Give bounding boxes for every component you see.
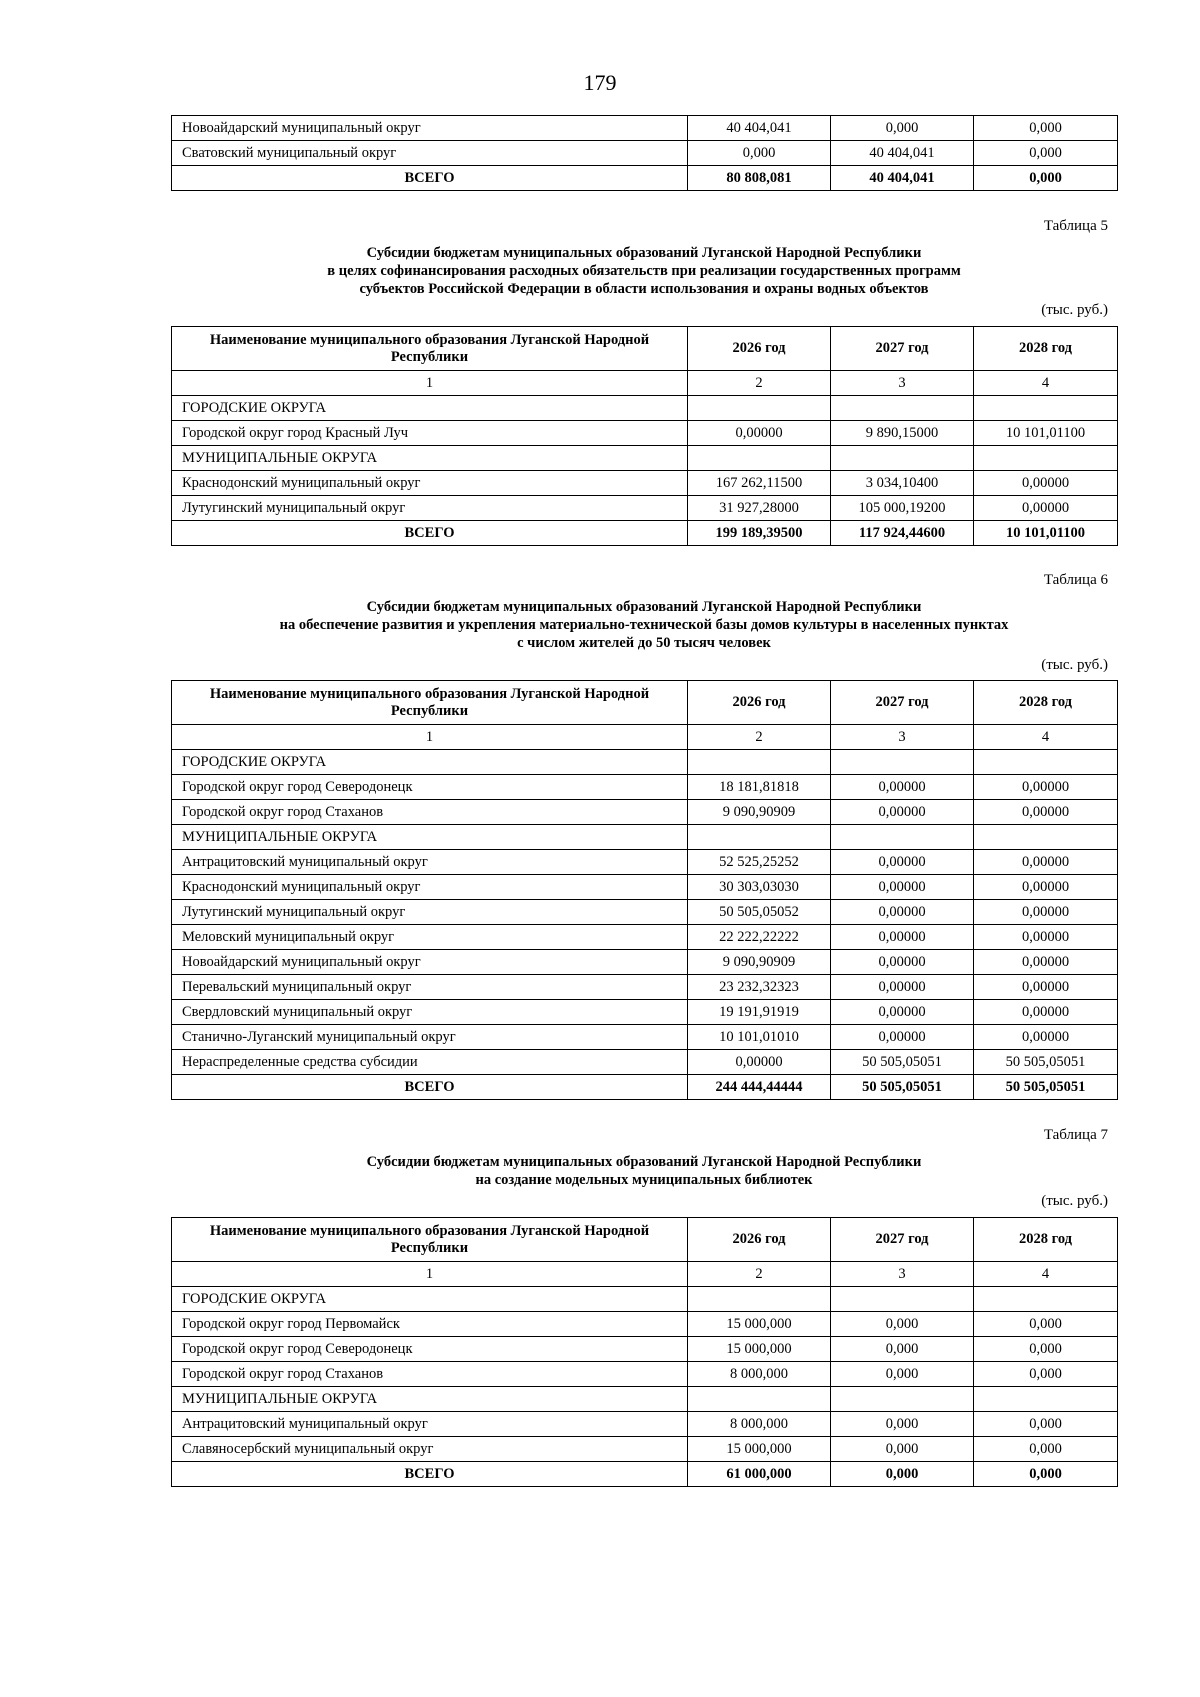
row-value-cell: 0,000 <box>831 116 974 141</box>
row-name-cell: Антрацитовский муниципальный округ <box>172 850 688 875</box>
total-value-cell: 40 404,041 <box>831 166 974 191</box>
row-value-cell: 0,00000 <box>974 800 1118 825</box>
row-value-cell: 0,00000 <box>831 875 974 900</box>
row-value-cell: 0,000 <box>974 1362 1118 1387</box>
row-name-cell: Городской округ город Красный Луч <box>172 421 688 446</box>
row-value-cell: 0,00000 <box>831 850 974 875</box>
total-value-cell: 61 000,000 <box>688 1462 831 1487</box>
page-number: 179 <box>583 70 617 95</box>
total-label-cell: ВСЕГО <box>172 166 688 191</box>
row-name-cell: Станично-Луганский муниципальный округ <box>172 1025 688 1050</box>
table-7-units: (тыс. руб.) <box>1041 1193 1108 1209</box>
header-row <box>172 327 1118 371</box>
table-row <box>172 421 1118 446</box>
row-name-cell: ГОРОДСКИЕ ОКРУГА <box>172 1287 688 1312</box>
row-name-cell: МУНИЦИПАЛЬНЫЕ ОКРУГА <box>172 1387 688 1412</box>
table-row <box>172 1025 1118 1050</box>
row-value-cell <box>831 446 974 471</box>
row-value-cell <box>831 825 974 850</box>
column-index-cell: 4 <box>974 1262 1118 1287</box>
row-value-cell: 18 181,81818 <box>688 775 831 800</box>
row-value-cell: 50 505,05051 <box>831 1050 974 1075</box>
row-value-cell <box>831 1287 974 1312</box>
row-value-cell: 0,000 <box>688 141 831 166</box>
row-name-cell: Городской округ город Северодонецк <box>172 1337 688 1362</box>
row-value-cell: 0,000 <box>831 1437 974 1462</box>
column-index-cell: 2 <box>688 725 831 750</box>
row-value-cell: 0,00000 <box>974 1025 1118 1050</box>
total-value-cell: 50 505,05051 <box>831 1075 974 1100</box>
row-name-cell: Меловский муниципальный округ <box>172 925 688 950</box>
row-value-cell: 9 890,15000 <box>831 421 974 446</box>
table-row <box>172 950 1118 975</box>
row-name-cell: Лутугинский муниципальный округ <box>172 496 688 521</box>
row-value-cell <box>688 1387 831 1412</box>
table-row <box>172 446 1118 471</box>
table-row <box>172 1387 1118 1412</box>
table-row <box>172 1050 1118 1075</box>
row-value-cell <box>688 396 831 421</box>
table-6-body <box>172 681 1118 1100</box>
table-row <box>172 1362 1118 1387</box>
row-value-cell: 0,000 <box>974 1437 1118 1462</box>
row-name-cell: Новоайдарский муниципальный округ <box>172 116 688 141</box>
row-value-cell: 10 101,01100 <box>974 421 1118 446</box>
table-row <box>172 850 1118 875</box>
total-value-cell: 199 189,39500 <box>688 521 831 546</box>
column-index-row <box>172 1262 1118 1287</box>
table-row <box>172 900 1118 925</box>
row-value-cell: 0,00000 <box>831 775 974 800</box>
row-value-cell: 8 000,000 <box>688 1362 831 1387</box>
header-year-cell: 2026 год <box>688 327 831 371</box>
row-value-cell: 0,00000 <box>974 900 1118 925</box>
row-value-cell: 0,00000 <box>688 1050 831 1075</box>
row-value-cell: 0,000 <box>974 1337 1118 1362</box>
header-year-cell: 2028 год <box>974 681 1118 725</box>
row-value-cell <box>831 750 974 775</box>
total-value-cell: 0,000 <box>831 1462 974 1487</box>
row-value-cell: 0,00000 <box>831 950 974 975</box>
header-year-cell: 2027 год <box>831 681 974 725</box>
column-index-row <box>172 371 1118 396</box>
total-value-cell: 0,000 <box>974 1462 1118 1487</box>
table-6-units: (тыс. руб.) <box>1041 657 1108 673</box>
caption-line: с числом жителей до 50 тысяч человек <box>517 635 771 651</box>
column-index-cell: 1 <box>172 1262 688 1287</box>
table-7 <box>171 1217 1118 1487</box>
row-value-cell: 0,000 <box>974 116 1118 141</box>
table-7-body <box>172 1218 1118 1487</box>
header-year-cell: 2027 год <box>831 1218 974 1262</box>
row-value-cell: 0,00000 <box>831 975 974 1000</box>
column-index-cell: 1 <box>172 371 688 396</box>
row-value-cell: 15 000,000 <box>688 1437 831 1462</box>
row-value-cell: 0,00000 <box>831 1025 974 1050</box>
total-value-cell: 0,000 <box>974 166 1118 191</box>
total-label-cell: ВСЕГО <box>172 1075 688 1100</box>
table-6-label: Таблица 6 <box>1043 572 1108 588</box>
row-name-cell: Антрацитовский муниципальный округ <box>172 1412 688 1437</box>
table-row <box>172 1337 1118 1362</box>
column-index-cell: 4 <box>974 371 1118 396</box>
table-row <box>172 1000 1118 1025</box>
table-6 <box>171 680 1118 1100</box>
total-row <box>172 1075 1118 1100</box>
table-row <box>172 141 1118 166</box>
table-row <box>172 975 1118 1000</box>
row-value-cell: 0,000 <box>831 1312 974 1337</box>
row-value-cell: 0,000 <box>974 1412 1118 1437</box>
row-value-cell <box>688 1287 831 1312</box>
row-value-cell: 0,00000 <box>974 975 1118 1000</box>
table-row <box>172 396 1118 421</box>
row-value-cell <box>974 1387 1118 1412</box>
row-value-cell: 31 927,28000 <box>688 496 831 521</box>
total-value-cell: 117 924,44600 <box>831 521 974 546</box>
table-7-label: Таблица 7 <box>1043 1127 1108 1143</box>
total-value-cell: 10 101,01100 <box>974 521 1118 546</box>
row-value-cell: 0,00000 <box>974 850 1118 875</box>
total-label-cell: ВСЕГО <box>172 1462 688 1487</box>
table-6-caption <box>171 598 1117 652</box>
row-name-cell: Городской округ город Первомайск <box>172 1312 688 1337</box>
row-value-cell: 0,00000 <box>974 775 1118 800</box>
header-year-cell: 2026 год <box>688 1218 831 1262</box>
row-name-cell: Свердловский муниципальный округ <box>172 1000 688 1025</box>
row-name-cell: Сватовский муниципальный округ <box>172 141 688 166</box>
row-value-cell: 8 000,000 <box>688 1412 831 1437</box>
column-index-cell: 4 <box>974 725 1118 750</box>
table-row <box>172 1312 1118 1337</box>
row-value-cell <box>974 825 1118 850</box>
row-value-cell: 3 034,10400 <box>831 471 974 496</box>
table-5-units: (тыс. руб.) <box>1041 302 1108 318</box>
row-value-cell: 40 404,041 <box>688 116 831 141</box>
caption-line: субъектов Российской Федерации в области использования и охраны водных объектов <box>359 281 929 297</box>
header-year-cell: 2027 год <box>831 327 974 371</box>
table-5-label: Таблица 5 <box>1043 218 1108 234</box>
header-year-cell: 2028 год <box>974 327 1118 371</box>
row-name-cell: МУНИЦИПАЛЬНЫЕ ОКРУГА <box>172 825 688 850</box>
row-name-cell: ГОРОДСКИЕ ОКРУГА <box>172 750 688 775</box>
row-name-cell: МУНИЦИПАЛЬНЫЕ ОКРУГА <box>172 446 688 471</box>
row-value-cell: 0,00000 <box>974 925 1118 950</box>
row-name-cell: Городской округ город Стаханов <box>172 1362 688 1387</box>
caption-line: Субсидии бюджетам муниципальных образований Луганской Народной Республики <box>366 245 922 261</box>
row-name-cell: Нераспределенные средства субсидии <box>172 1050 688 1075</box>
table-row <box>172 775 1118 800</box>
row-value-cell: 0,00000 <box>974 471 1118 496</box>
row-value-cell <box>688 750 831 775</box>
row-name-cell: Перевальский муниципальный округ <box>172 975 688 1000</box>
row-name-cell: Славяносербский муниципальный округ <box>172 1437 688 1462</box>
table-row <box>172 800 1118 825</box>
header-row <box>172 1218 1118 1262</box>
total-label-cell: ВСЕГО <box>172 521 688 546</box>
row-value-cell <box>974 396 1118 421</box>
total-value-cell: 50 505,05051 <box>974 1075 1118 1100</box>
column-index-cell: 3 <box>831 1262 974 1287</box>
table-row <box>172 471 1118 496</box>
row-name-cell: Городской округ город Стаханов <box>172 800 688 825</box>
row-name-cell: Новоайдарский муниципальный округ <box>172 950 688 975</box>
column-index-cell: 3 <box>831 725 974 750</box>
total-row <box>172 166 1118 191</box>
header-name-cell: Наименование муниципального образования Луганской Народной Республики <box>172 327 688 371</box>
table-5-body <box>172 327 1118 546</box>
row-name-cell: Краснодонский муниципальный округ <box>172 875 688 900</box>
row-value-cell <box>831 1387 974 1412</box>
row-value-cell: 22 222,22222 <box>688 925 831 950</box>
row-value-cell: 0,000 <box>831 1362 974 1387</box>
total-value-cell: 80 808,081 <box>688 166 831 191</box>
row-value-cell: 9 090,90909 <box>688 800 831 825</box>
table-row <box>172 925 1118 950</box>
row-value-cell: 23 232,32323 <box>688 975 831 1000</box>
row-value-cell: 0,000 <box>831 1412 974 1437</box>
table-row <box>172 116 1118 141</box>
row-value-cell: 0,00000 <box>688 421 831 446</box>
row-value-cell: 19 191,91919 <box>688 1000 831 1025</box>
row-value-cell: 0,00000 <box>974 1000 1118 1025</box>
table-5 <box>171 326 1118 546</box>
row-value-cell: 0,00000 <box>831 1000 974 1025</box>
row-value-cell: 0,00000 <box>974 496 1118 521</box>
row-value-cell: 0,00000 <box>831 925 974 950</box>
header-year-cell: 2028 год <box>974 1218 1118 1262</box>
row-value-cell: 10 101,01010 <box>688 1025 831 1050</box>
table-row <box>172 1437 1118 1462</box>
row-value-cell: 0,00000 <box>974 875 1118 900</box>
column-index-row <box>172 725 1118 750</box>
header-row <box>172 681 1118 725</box>
table-4-tail <box>171 115 1118 191</box>
table-4-body <box>172 116 1118 191</box>
row-value-cell <box>831 396 974 421</box>
column-index-cell: 1 <box>172 725 688 750</box>
row-value-cell <box>974 446 1118 471</box>
table-row <box>172 825 1118 850</box>
table-row <box>172 1412 1118 1437</box>
total-value-cell: 244 444,44444 <box>688 1075 831 1100</box>
caption-line: на обеспечение развития и укрепления материально-технической базы домов культуры в населенных пунктах <box>279 617 1009 633</box>
row-name-cell: ГОРОДСКИЕ ОКРУГА <box>172 396 688 421</box>
column-index-cell: 3 <box>831 371 974 396</box>
row-value-cell: 40 404,041 <box>831 141 974 166</box>
row-value-cell: 15 000,000 <box>688 1312 831 1337</box>
table-7-caption <box>171 1153 1117 1189</box>
row-value-cell: 0,000 <box>831 1337 974 1362</box>
row-value-cell: 50 505,05051 <box>974 1050 1118 1075</box>
caption-line: Субсидии бюджетам муниципальных образований Луганской Народной Республики <box>366 599 922 615</box>
total-row <box>172 1462 1118 1487</box>
row-name-cell: Краснодонский муниципальный округ <box>172 471 688 496</box>
row-value-cell: 105 000,19200 <box>831 496 974 521</box>
table-row <box>172 750 1118 775</box>
row-value-cell: 30 303,03030 <box>688 875 831 900</box>
row-value-cell <box>688 825 831 850</box>
row-value-cell: 52 525,25252 <box>688 850 831 875</box>
header-year-cell: 2026 год <box>688 681 831 725</box>
row-value-cell: 167 262,11500 <box>688 471 831 496</box>
row-value-cell: 0,000 <box>974 1312 1118 1337</box>
table-row <box>172 875 1118 900</box>
header-name-cell: Наименование муниципального образования Луганской Народной Республики <box>172 681 688 725</box>
row-value-cell: 0,00000 <box>831 900 974 925</box>
table-5-caption <box>171 244 1117 298</box>
header-name-cell: Наименование муниципального образования Луганской Народной Республики <box>172 1218 688 1262</box>
row-value-cell: 15 000,000 <box>688 1337 831 1362</box>
row-value-cell <box>974 1287 1118 1312</box>
row-value-cell: 0,000 <box>974 141 1118 166</box>
caption-line: Субсидии бюджетам муниципальных образований Луганской Народной Республики <box>366 1154 922 1170</box>
row-value-cell: 0,00000 <box>974 950 1118 975</box>
caption-line: на создание модельных муниципальных библиотек <box>475 1172 813 1188</box>
row-value-cell: 9 090,90909 <box>688 950 831 975</box>
column-index-cell: 2 <box>688 1262 831 1287</box>
row-name-cell: Городской округ город Северодонецк <box>172 775 688 800</box>
row-name-cell: Лутугинский муниципальный округ <box>172 900 688 925</box>
table-row <box>172 1287 1118 1312</box>
row-value-cell <box>688 446 831 471</box>
row-value-cell: 50 505,05052 <box>688 900 831 925</box>
total-row <box>172 521 1118 546</box>
column-index-cell: 2 <box>688 371 831 396</box>
row-value-cell: 0,00000 <box>831 800 974 825</box>
caption-line: в целях софинансирования расходных обязательств при реализации государственных программ <box>327 263 961 279</box>
row-value-cell <box>974 750 1118 775</box>
table-row <box>172 496 1118 521</box>
